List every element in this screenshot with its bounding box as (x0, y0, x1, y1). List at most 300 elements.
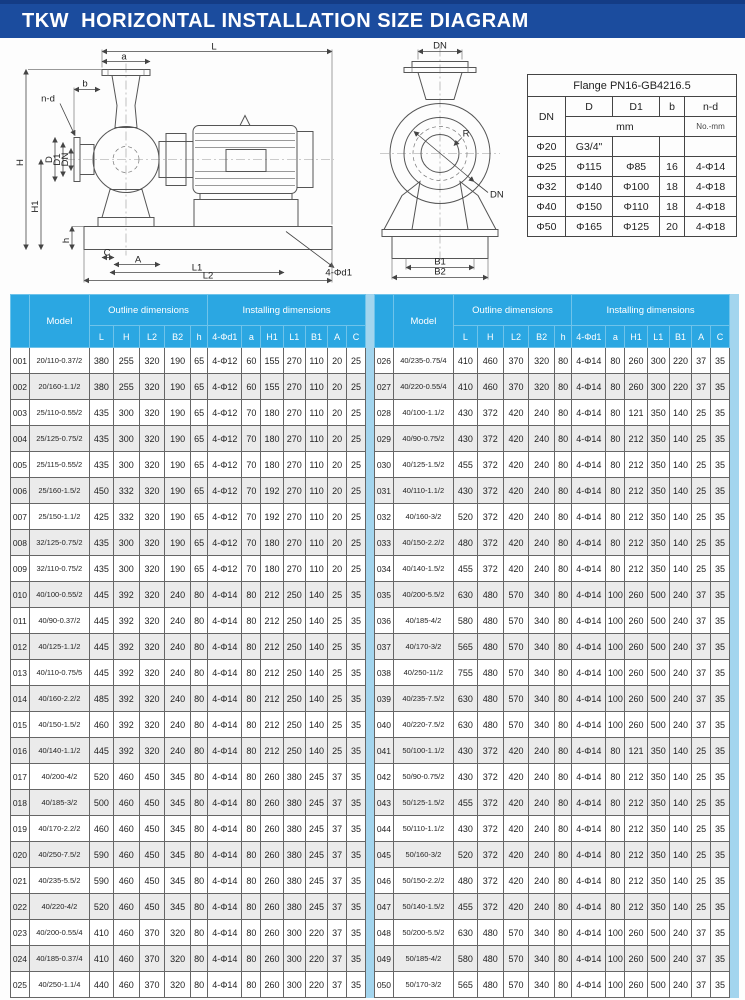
dimension-cell: 372 (477, 764, 503, 790)
dimension-cell: 80 (191, 738, 208, 764)
dimension-cell: 320 (165, 946, 191, 972)
dimension-cell: 450 (139, 816, 165, 842)
dimension-cell: 260 (261, 972, 283, 998)
size-row (11, 790, 366, 816)
row-number-cell: 012 (11, 634, 30, 660)
dimension-cell: 320 (139, 426, 165, 452)
size-row (11, 920, 366, 946)
dimension-cell: 372 (477, 894, 503, 920)
dimension-cell: 320 (139, 738, 165, 764)
dim-label-DN: DN (60, 152, 71, 167)
model-cell: 50/90-0.75/2 (393, 764, 453, 790)
flange-cell (613, 137, 660, 157)
col-a: a (606, 326, 625, 348)
dimension-cell: 570 (503, 972, 529, 998)
dimension-cell: 445 (89, 634, 113, 660)
col-A: A (328, 326, 347, 348)
dimension-cell: 300 (283, 920, 305, 946)
flange-unit-mm: mm (565, 117, 684, 137)
dimension-cell: 350 (647, 842, 669, 868)
col-H1: H1 (625, 326, 647, 348)
dimension-cell: 630 (453, 920, 477, 946)
dimension-cell: 20 (328, 452, 347, 478)
dimension-cell: 380 (89, 374, 113, 400)
dimension-cell: 345 (165, 894, 191, 920)
size-row (375, 400, 730, 426)
dimension-cell: 35 (711, 660, 730, 686)
flange-row (528, 137, 737, 157)
model-cell: 40/185-0.37/4 (29, 946, 89, 972)
dimension-cell: 80 (606, 556, 625, 582)
dimension-cell: 80 (191, 946, 208, 972)
dimension-cell: 4-Φ12 (208, 478, 242, 504)
dimension-cell: 80 (606, 426, 625, 452)
dimension-cell: 80 (242, 764, 261, 790)
dimension-cell: 500 (647, 920, 669, 946)
dimension-cell: 20 (328, 400, 347, 426)
flange-row (528, 177, 737, 197)
flange-cell: Φ32 (528, 177, 566, 197)
dimension-cell: 4-Φ14 (572, 972, 606, 998)
dim-label-n-d: n-d (41, 93, 55, 105)
dimension-cell: 300 (283, 972, 305, 998)
dimension-cell: 240 (529, 426, 555, 452)
size-row (11, 842, 366, 868)
dimension-cell: 140 (669, 764, 691, 790)
dimension-cell: 220 (305, 946, 327, 972)
dimension-cell: 300 (113, 426, 139, 452)
dimension-cell: 80 (606, 504, 625, 530)
model-cell: 25/150-1.1/2 (29, 504, 89, 530)
flange-cell: Φ110 (613, 197, 660, 217)
size-row (375, 738, 730, 764)
dimension-cell: 70 (242, 556, 261, 582)
row-number-cell: 030 (375, 452, 394, 478)
dimension-cell: 37 (692, 348, 711, 374)
dimension-cell: 80 (555, 712, 572, 738)
dimension-cell: 320 (139, 556, 165, 582)
size-row (11, 868, 366, 894)
dimension-cell: 392 (113, 634, 139, 660)
dimension-cell: 630 (453, 712, 477, 738)
dimension-cell: 372 (477, 478, 503, 504)
dimension-cell: 4-Φ14 (572, 764, 606, 790)
dimension-cell: 372 (477, 426, 503, 452)
dimension-cell: 630 (453, 582, 477, 608)
dimension-cell: 212 (625, 764, 647, 790)
dimension-cell: 35 (711, 608, 730, 634)
size-row (11, 738, 366, 764)
col-A: A (692, 326, 711, 348)
dimension-cell: 565 (453, 972, 477, 998)
size-row (11, 452, 366, 478)
dimension-cell: 4-Φ14 (208, 764, 242, 790)
dimension-cell: 340 (529, 686, 555, 712)
dimension-cell: 212 (625, 504, 647, 530)
dimension-cell: 140 (305, 712, 327, 738)
dimension-cell: 320 (529, 374, 555, 400)
dimension-cell: 80 (555, 478, 572, 504)
model-cell: 40/140-1.5/2 (393, 556, 453, 582)
dimension-cell: 240 (529, 530, 555, 556)
dimension-cell: 192 (261, 504, 283, 530)
dimension-cell: 80 (606, 764, 625, 790)
dimension-cell: 480 (477, 920, 503, 946)
dimension-cell: 332 (113, 478, 139, 504)
dimension-cell: 240 (529, 556, 555, 582)
dimension-cell: 245 (305, 816, 327, 842)
col-L: L (89, 326, 113, 348)
dimension-cell: 80 (191, 764, 208, 790)
dimension-cell: 440 (89, 972, 113, 998)
dimension-cell: 37 (692, 920, 711, 946)
dimension-cell: 80 (242, 920, 261, 946)
dimension-cell: 155 (261, 348, 283, 374)
dimension-cell: 35 (711, 634, 730, 660)
col-4-d1: 4-Φd1 (208, 326, 242, 348)
col-H: H (477, 326, 503, 348)
size-row (11, 764, 366, 790)
dimension-cell: 80 (555, 452, 572, 478)
dimension-cell: 25 (692, 764, 711, 790)
model-cell: 40/200-5.5/2 (393, 582, 453, 608)
dimension-cell: 435 (89, 530, 113, 556)
row-number-cell: 042 (375, 764, 394, 790)
dimension-cell: 25 (692, 400, 711, 426)
dimension-cell: 80 (555, 816, 572, 842)
dimension-cell: 25 (692, 790, 711, 816)
dimension-cell: 35 (711, 712, 730, 738)
flange-cell: 4-Φ18 (685, 197, 737, 217)
dimension-cell: 240 (529, 790, 555, 816)
dimension-cell: 35 (711, 842, 730, 868)
dimension-cell: 25 (328, 608, 347, 634)
dim-label-L: L (211, 41, 217, 53)
dimension-cell: 300 (647, 348, 669, 374)
dimension-cell: 320 (139, 712, 165, 738)
dimension-cell: 20 (328, 556, 347, 582)
size-row (375, 582, 730, 608)
dimension-cell: 370 (503, 348, 529, 374)
dimension-cell: 4-Φ14 (572, 504, 606, 530)
size-row (375, 842, 730, 868)
size-row (375, 556, 730, 582)
dimension-labels (433, 41, 504, 278)
size-tables-section (0, 290, 745, 998)
dimension-cell: 455 (453, 790, 477, 816)
dimension-cell: 35 (347, 712, 366, 738)
flange-table-title: Flange PN16-GB4216.5 (528, 75, 737, 97)
size-row (11, 712, 366, 738)
dimension-cell: 35 (711, 946, 730, 972)
pump-outline (382, 62, 498, 259)
dimension-cell: 240 (529, 504, 555, 530)
dimension-cell: 25 (347, 400, 366, 426)
dimension-cell: 80 (555, 686, 572, 712)
dimension-cell: 110 (305, 400, 327, 426)
number-col-header (11, 295, 30, 348)
size-row (11, 504, 366, 530)
dimension-cell: 220 (669, 374, 691, 400)
dimension-cell: 4-Φ14 (572, 842, 606, 868)
dimension-cell: 260 (625, 972, 647, 998)
dimension-cell: 240 (529, 452, 555, 478)
dimension-cell: 570 (503, 686, 529, 712)
dimension-cell: 37 (328, 868, 347, 894)
dimension-cell: 80 (191, 920, 208, 946)
dimension-cell: 35 (711, 400, 730, 426)
row-number-cell: 023 (11, 920, 30, 946)
dimension-cell: 80 (191, 712, 208, 738)
dimension-cell: 35 (711, 686, 730, 712)
dimension-cell: 180 (261, 530, 283, 556)
dimension-cell: 420 (503, 842, 529, 868)
row-number-cell: 003 (11, 400, 30, 426)
row-number-cell: 043 (375, 790, 394, 816)
row-number-cell: 049 (375, 946, 394, 972)
dimension-cell: 260 (625, 946, 647, 972)
row-number-cell: 026 (375, 348, 394, 374)
row-number-cell: 019 (11, 816, 30, 842)
dimension-cell: 460 (113, 894, 139, 920)
dimension-cell: 80 (242, 738, 261, 764)
dimension-cell: 140 (669, 894, 691, 920)
dimension-cell: 100 (606, 920, 625, 946)
dimension-cell: 65 (191, 400, 208, 426)
dimension-cell: 192 (261, 478, 283, 504)
dimension-cell: 480 (477, 972, 503, 998)
dimension-cell: 190 (165, 452, 191, 478)
dimension-cell: 392 (113, 738, 139, 764)
dimension-cell: 300 (113, 452, 139, 478)
size-row (375, 868, 730, 894)
dimension-cell: 455 (453, 894, 477, 920)
dimension-cell: 4-Φ14 (572, 374, 606, 400)
dimension-cell: 37 (692, 608, 711, 634)
dimension-cell: 180 (261, 556, 283, 582)
dimension-cell: 320 (139, 686, 165, 712)
dimension-cell: 460 (113, 972, 139, 998)
dimension-cell: 240 (669, 660, 691, 686)
dimension-cell: 140 (669, 816, 691, 842)
row-number-cell: 046 (375, 868, 394, 894)
row-number-cell: 016 (11, 738, 30, 764)
dimension-cell: 240 (669, 946, 691, 972)
model-cell: 40/100-0.55/2 (29, 582, 89, 608)
dimension-cell: 140 (305, 660, 327, 686)
dimension-cell: 4-Φ12 (208, 530, 242, 556)
dimension-cell: 80 (191, 894, 208, 920)
dimension-cell: 80 (606, 790, 625, 816)
row-number-cell: 047 (375, 894, 394, 920)
dim-label-B1: B1 (434, 256, 446, 268)
flange-row (528, 157, 737, 177)
dimension-cell: 460 (113, 946, 139, 972)
dimension-cell: 340 (529, 972, 555, 998)
dimension-cell: 212 (625, 816, 647, 842)
dimension-cell: 4-Φ12 (208, 374, 242, 400)
dimension-cell: 140 (669, 478, 691, 504)
dimension-cell: 480 (477, 660, 503, 686)
dimension-cell: 320 (139, 504, 165, 530)
dimension-cell: 4-Φ14 (572, 816, 606, 842)
dimension-cell: 190 (165, 530, 191, 556)
dimension-cell: 35 (711, 790, 730, 816)
dimension-cell: 320 (139, 400, 165, 426)
size-row (11, 972, 366, 998)
dimension-cell: 260 (625, 686, 647, 712)
row-number-cell: 011 (11, 608, 30, 634)
dimension-cell: 25 (692, 842, 711, 868)
col-L1: L1 (647, 326, 669, 348)
dimension-cell: 345 (165, 816, 191, 842)
dimension-cell: 4-Φ14 (572, 400, 606, 426)
dimension-cell: 110 (305, 426, 327, 452)
row-number-cell: 032 (375, 504, 394, 530)
dimension-cell: 80 (606, 738, 625, 764)
dimension-cell: 35 (711, 738, 730, 764)
dimension-cell: 65 (191, 452, 208, 478)
dimension-cell: 240 (165, 660, 191, 686)
dimension-cell: 445 (89, 738, 113, 764)
dimension-cell: 37 (692, 374, 711, 400)
dimension-cell: 37 (692, 660, 711, 686)
dimension-cell: 370 (139, 946, 165, 972)
dimension-cell: 25 (692, 504, 711, 530)
dimension-cell: 4-Φ14 (208, 868, 242, 894)
dimension-cell: 320 (165, 920, 191, 946)
size-table-left (10, 294, 366, 998)
dimension-cell: 4-Φ14 (572, 946, 606, 972)
dimension-cell: 270 (283, 556, 305, 582)
dimension-cell: 270 (283, 530, 305, 556)
dimension-cell: 240 (165, 712, 191, 738)
dimension-cell: 4-Φ12 (208, 348, 242, 374)
flange-cell: Φ140 (565, 177, 613, 197)
dimension-cell: 320 (139, 374, 165, 400)
dimension-cell: 80 (191, 686, 208, 712)
row-number-cell: 020 (11, 842, 30, 868)
dimension-cell: 260 (625, 660, 647, 686)
model-col-header: Model (29, 295, 89, 348)
dimension-cell: 80 (555, 764, 572, 790)
dimension-cell: 37 (328, 842, 347, 868)
dimension-cell: 430 (453, 426, 477, 452)
model-cell: 40/110-1.1/2 (393, 478, 453, 504)
dimension-cell: 420 (503, 738, 529, 764)
dimension-cell: 80 (191, 868, 208, 894)
dimension-cell: 80 (555, 582, 572, 608)
model-cell: 40/170-2.2/2 (29, 816, 89, 842)
dimension-cell: 80 (555, 790, 572, 816)
dim-label-D1: D1 (52, 153, 63, 166)
dimension-cell: 25 (347, 556, 366, 582)
dimension-cell: 212 (261, 712, 283, 738)
dimension-lines (26, 50, 332, 283)
dimension-cell: 190 (165, 400, 191, 426)
dimension-cell: 37 (328, 920, 347, 946)
dimension-cell: 25 (347, 426, 366, 452)
dimension-cell: 410 (453, 374, 477, 400)
dimension-cell: 25 (692, 426, 711, 452)
dimension-cell: 420 (503, 400, 529, 426)
size-row (375, 894, 730, 920)
dimension-cell: 4-Φ14 (208, 686, 242, 712)
dimension-cell: 240 (669, 712, 691, 738)
size-row (375, 452, 730, 478)
dimension-cell: 270 (283, 400, 305, 426)
row-number-cell: 008 (11, 530, 30, 556)
dimension-cell: 35 (347, 842, 366, 868)
dimension-cell: 320 (139, 478, 165, 504)
dimension-cell: 212 (625, 426, 647, 452)
dimension-cell: 392 (113, 686, 139, 712)
dimension-cell: 35 (711, 530, 730, 556)
flange-row (528, 197, 737, 217)
size-row (11, 894, 366, 920)
dimension-cell: 450 (139, 764, 165, 790)
dimension-cell: 80 (242, 816, 261, 842)
size-row (11, 478, 366, 504)
dimension-cell: 80 (555, 660, 572, 686)
dimension-cell: 100 (606, 582, 625, 608)
outline-group-header: Outline dimensions (89, 295, 207, 326)
dimension-cell: 212 (625, 556, 647, 582)
dimension-cell: 190 (165, 374, 191, 400)
dimension-cell: 4-Φ14 (208, 582, 242, 608)
dimension-cell: 35 (347, 816, 366, 842)
flange-cell: Φ125 (613, 217, 660, 237)
dimension-cell: 35 (347, 686, 366, 712)
dimension-cell: 500 (647, 946, 669, 972)
dimension-cell: 480 (477, 582, 503, 608)
dimension-cell: 445 (89, 582, 113, 608)
dimension-cell: 240 (165, 634, 191, 660)
dimension-cell: 4-Φ14 (208, 946, 242, 972)
dimension-cell: 240 (165, 738, 191, 764)
dimension-cell: 4-Φ14 (572, 712, 606, 738)
dimension-cell: 35 (347, 608, 366, 634)
dimension-cell: 350 (647, 816, 669, 842)
dimension-cell: 630 (453, 686, 477, 712)
dimension-cell: 140 (669, 556, 691, 582)
dimension-cell: 212 (261, 608, 283, 634)
dimension-cell: 80 (242, 972, 261, 998)
model-cell: 50/160-3/2 (393, 842, 453, 868)
dimension-cell: 250 (283, 582, 305, 608)
dimension-cell: 4-Φ14 (208, 712, 242, 738)
dimension-cell: 480 (453, 530, 477, 556)
model-cell: 50/140-1.5/2 (393, 894, 453, 920)
dimension-cell: 370 (503, 374, 529, 400)
row-number-cell: 014 (11, 686, 30, 712)
dimension-cell: 100 (606, 946, 625, 972)
dimension-cell: 372 (477, 816, 503, 842)
size-row (11, 426, 366, 452)
dimension-cell: 4-Φ14 (572, 582, 606, 608)
model-cell: 50/185-4/2 (393, 946, 453, 972)
dimension-cell: 480 (477, 686, 503, 712)
model-cell: 50/200-5.5/2 (393, 920, 453, 946)
size-row (11, 530, 366, 556)
model-cell: 40/125-1.1/2 (29, 634, 89, 660)
dimension-cell: 372 (477, 504, 503, 530)
dimension-cell: 260 (261, 790, 283, 816)
row-number-cell: 015 (11, 712, 30, 738)
dimension-cell: 340 (529, 634, 555, 660)
size-row (375, 686, 730, 712)
dimension-cell: 260 (261, 764, 283, 790)
